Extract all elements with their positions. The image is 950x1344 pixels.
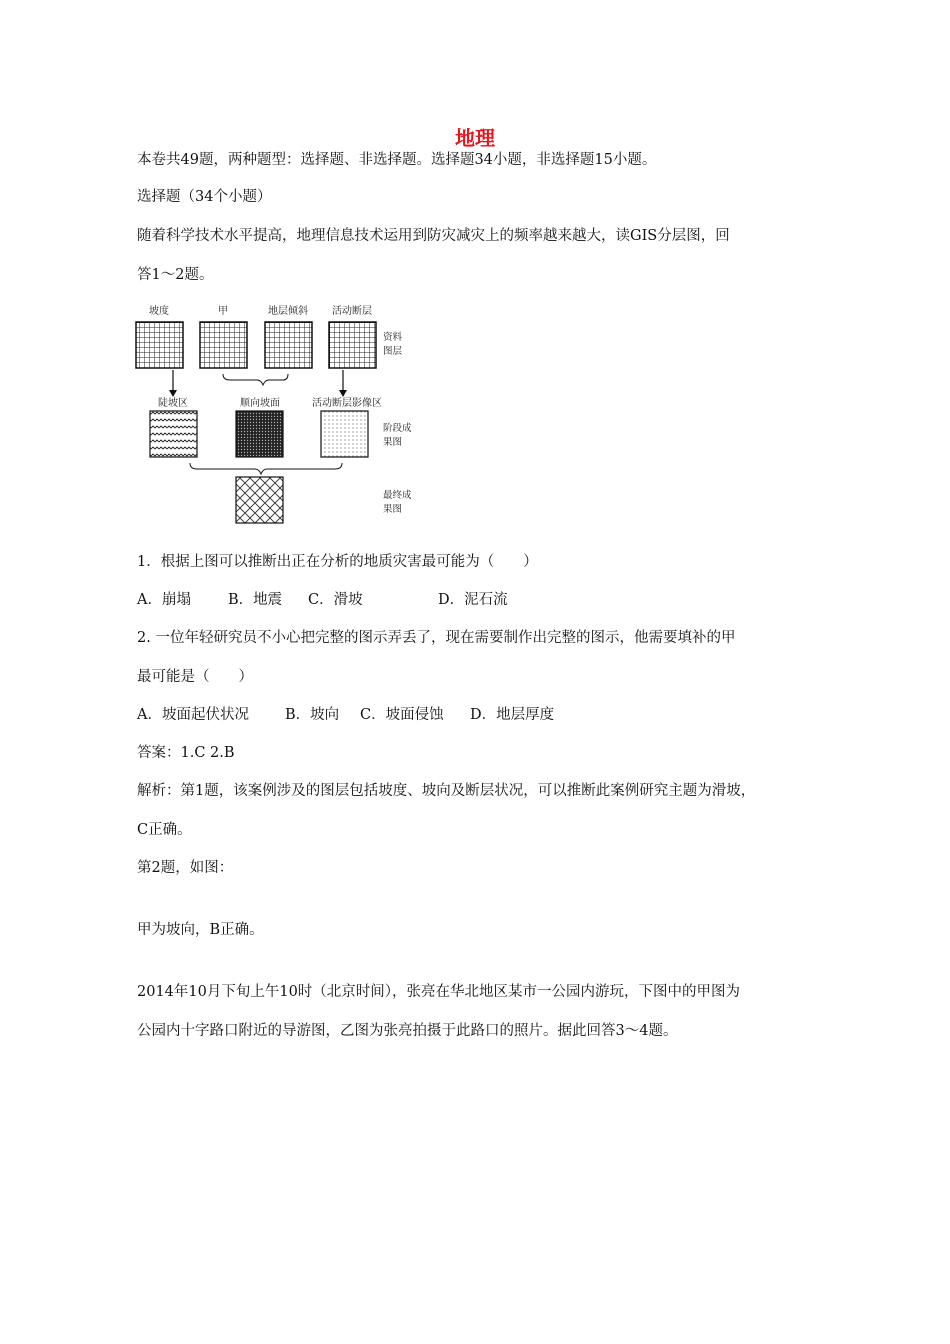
passage1-line2: 答1～2题。 <box>137 267 214 283</box>
page-title: 地理 <box>455 126 495 150</box>
q2-option-a: A．坡面起伏状况 <box>137 707 249 723</box>
q2-option-b: B．坡向 <box>285 707 340 723</box>
arrow-down-icon <box>339 390 347 397</box>
analysis-line1: 解析：第1题，该案例涉及的图层包括坡度、坡向及断层状况，可以推断此案例研究主题为滑坡， <box>137 783 756 799</box>
label-active-fault: 活动断层 <box>332 306 372 317</box>
q2-options <box>137 705 837 725</box>
map-fault-image-zone <box>321 411 368 457</box>
label-fault-image-zone: 活动断层影像区 <box>312 398 382 409</box>
label-dip-slope: 顺向坡面 <box>240 398 280 409</box>
q2-stem-line2: 最可能是（ ） <box>137 669 253 685</box>
q1-option-d: D．泥石流 <box>438 592 508 608</box>
label-steep-slope-zone: 陡坡区 <box>158 398 188 409</box>
label-jia: 甲 <box>218 306 228 317</box>
map-dip-slope <box>236 411 283 457</box>
q2-stem-line1: 2. 一位年轻研究员不小心把完整的图示弄丢了，现在需要制作出完整的图示，他需要填补的甲 <box>137 630 736 646</box>
grid-active-fault <box>329 322 376 368</box>
passage2-line1: 2014年10月下旬上午10时（北京时间），张亮在华北地区某市一公园内游玩，下图中的甲图为 <box>137 984 741 1000</box>
side-label-final-1: 最终成 <box>383 490 412 501</box>
q1-option-b: B．地震 <box>228 592 283 608</box>
q1-options <box>137 590 837 610</box>
q2-option-c: C．坡面侵蚀 <box>360 707 444 723</box>
grid-jia <box>200 322 247 368</box>
gis-layer-figure <box>135 298 435 530</box>
side-label-stage-1: 阶段成 <box>383 423 412 434</box>
map-final-result <box>236 477 283 523</box>
label-slope: 坡度 <box>149 306 169 317</box>
grid-strata-tilt <box>265 322 312 368</box>
intro-text: 本卷共49题，两种题型：选择题、非选择题。选择题34小题，非选择题15小题。 <box>137 152 657 168</box>
brace-bottom <box>190 463 342 474</box>
side-label-data-2: 图层 <box>383 346 403 357</box>
analysis-line3: 第2题，如图： <box>137 860 234 876</box>
label-strata-tilt: 地层倾斜 <box>268 306 308 317</box>
map-steep-slope-zone <box>150 411 197 457</box>
analysis-line2: C正确。 <box>137 822 192 838</box>
side-label-stage-2: 果图 <box>383 437 403 448</box>
brace-top <box>223 374 288 385</box>
q2-option-d: D．地层厚度 <box>470 707 555 723</box>
passage2-line2: 公园内十字路口附近的导游图，乙图为张亮拍摄于此路口的照片。据此回答3～4题。 <box>137 1023 678 1039</box>
section-heading: 选择题（34个小题） <box>137 189 272 205</box>
side-label-data-1: 资料 <box>383 332 403 343</box>
q1-stem: 1．根据上图可以推断出正在分析的地质灾害最可能为（ ） <box>137 554 538 570</box>
passage1-line1: 随着科学技术水平提高，地理信息技术运用到防灾减灾上的频率越来越大，读GIS分层图，回 <box>137 228 730 244</box>
q1-option-c: C．滑坡 <box>308 592 363 608</box>
side-label-final-2: 果图 <box>383 504 403 515</box>
answer-text: 答案：1.C 2.B <box>137 745 235 761</box>
q1-option-a: A．崩塌 <box>137 592 191 608</box>
analysis-line4: 甲为坡向，B正确。 <box>137 922 264 938</box>
grid-slope <box>136 322 183 368</box>
arrow-down-icon <box>169 390 177 397</box>
